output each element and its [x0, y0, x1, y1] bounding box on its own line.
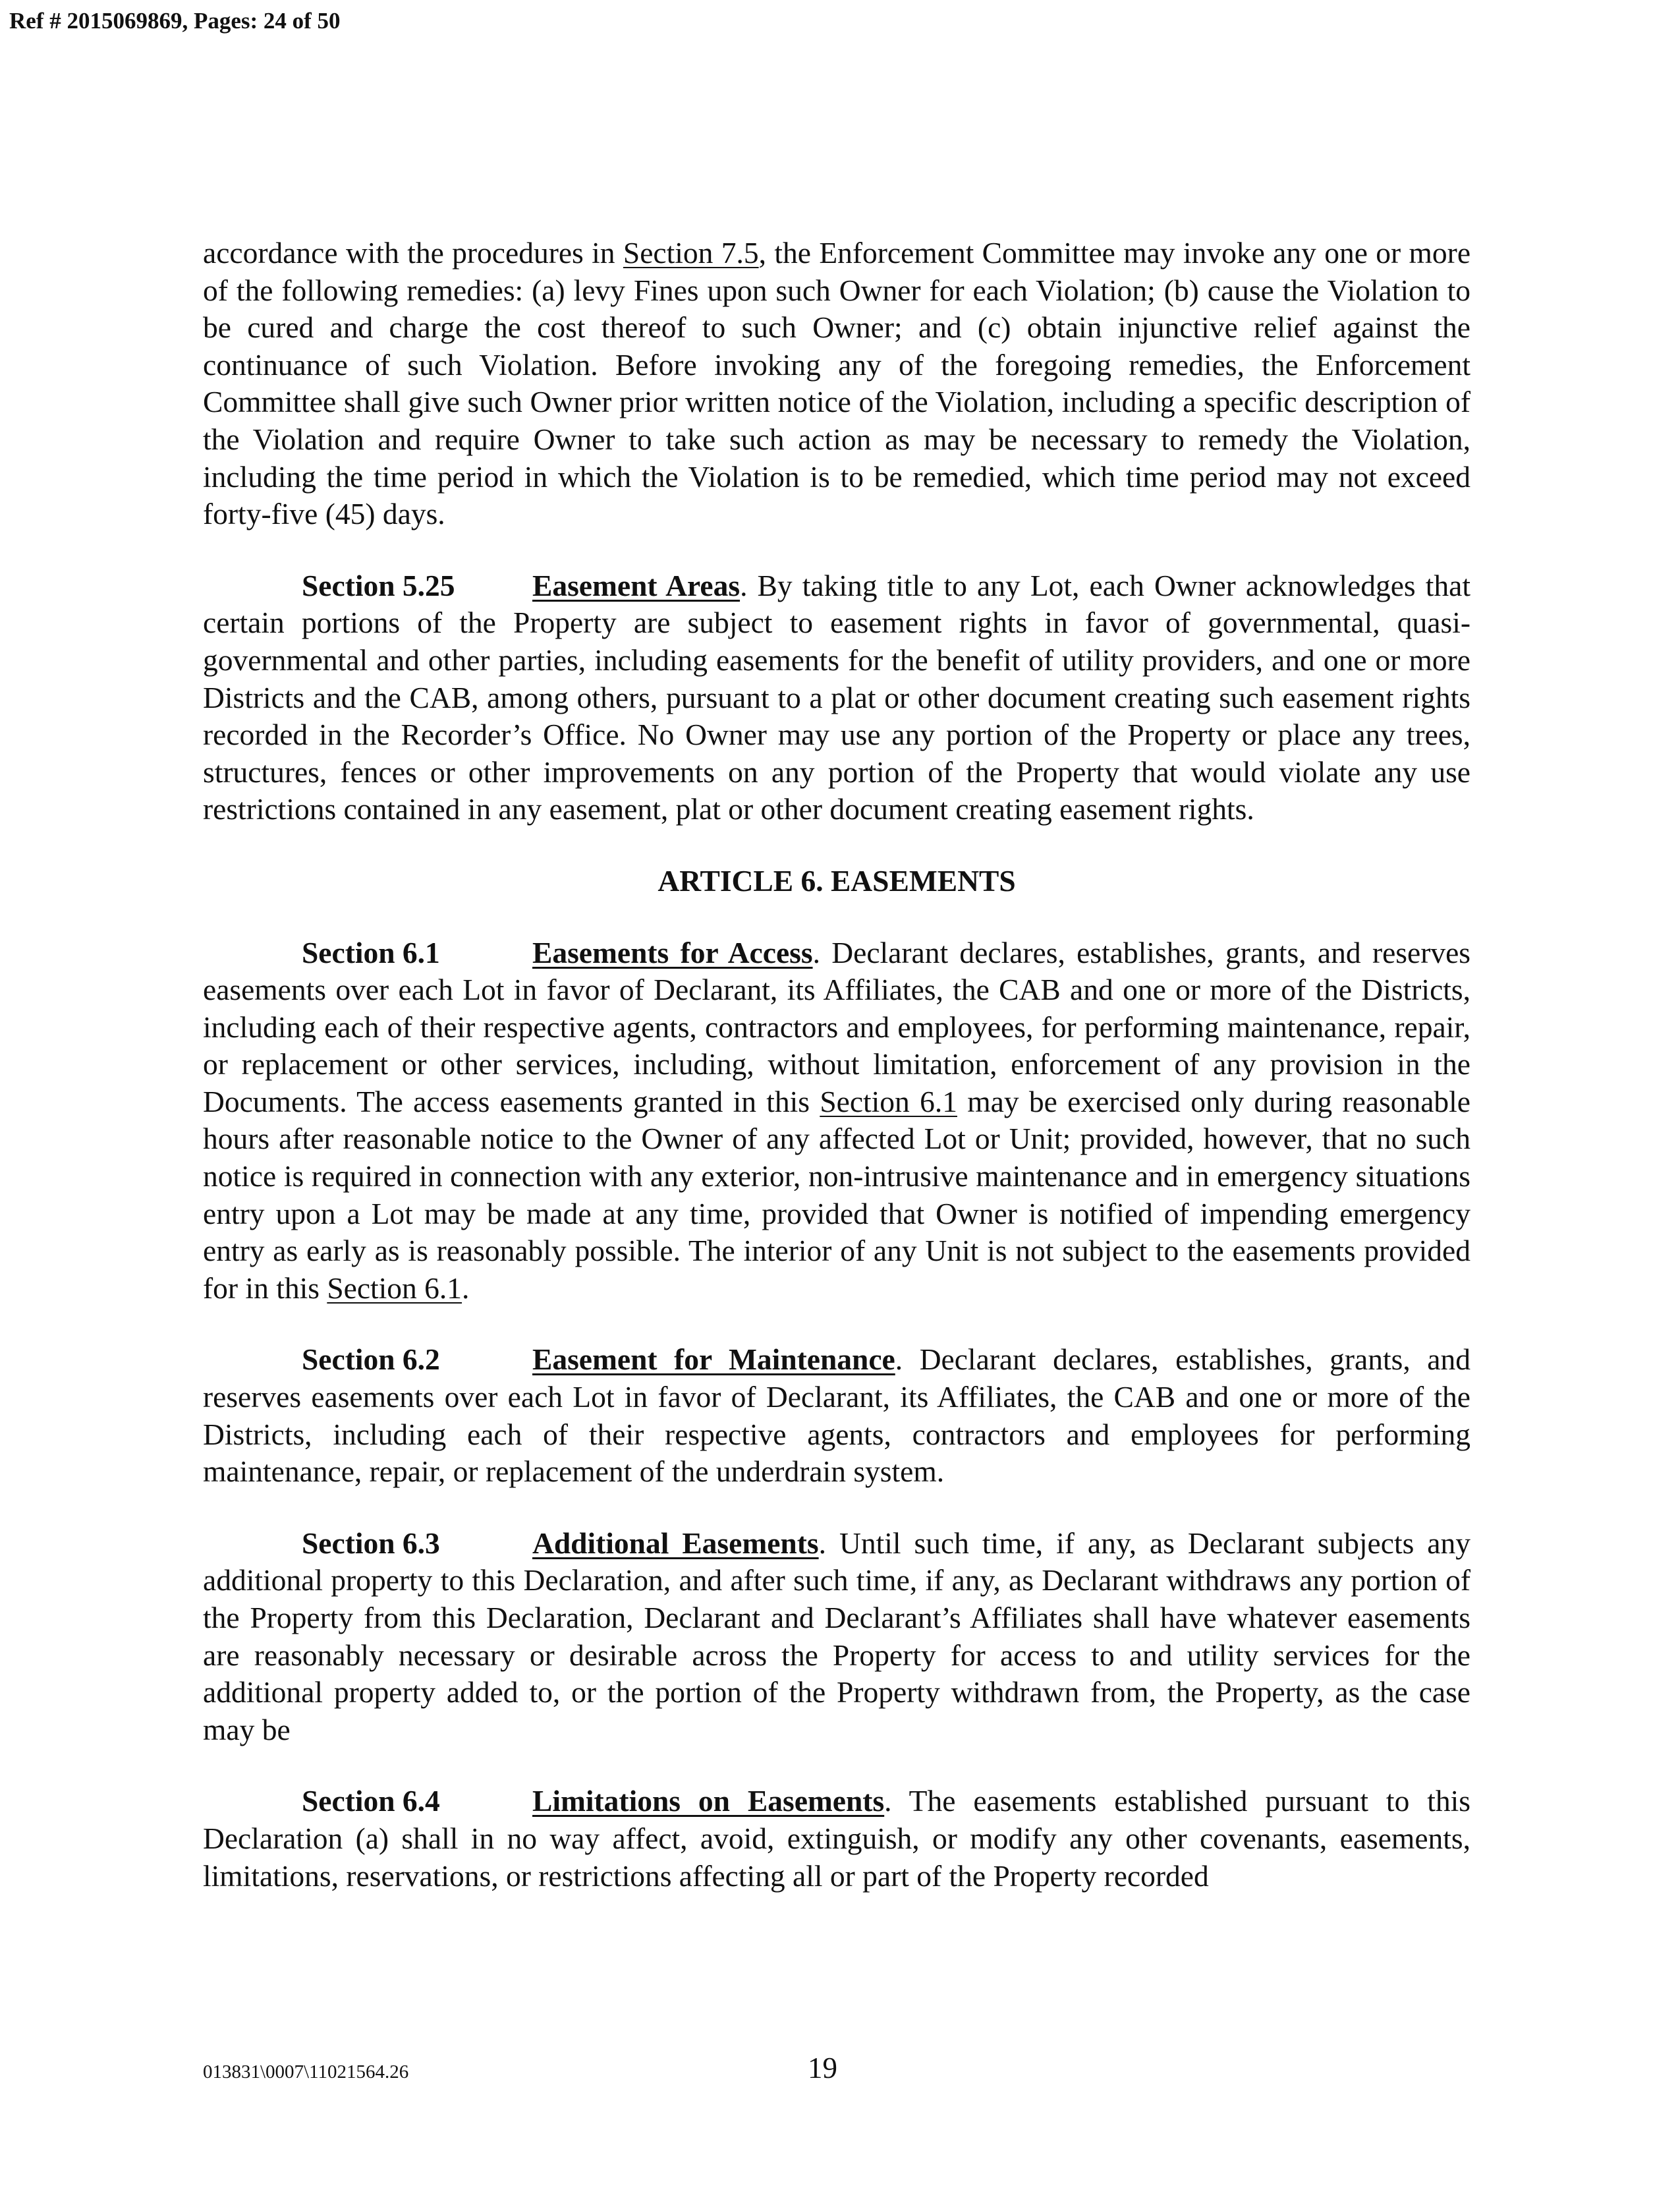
section-6-4	[203, 1783, 1470, 1895]
footer-page-number: 19	[808, 2052, 837, 2084]
section-body: . Until such time, if any, as Declarant subjects any additional property to this Declaration, and after such time, if any, as Declarant withdraws any portion of the Property from this Declaration, Declarant and Declarant’s Affiliates shall have whatever easements are reasonably necessary or desirable across the Property for access to and utility services for the additional property added to, or the portion of the Property withdrawn from, the Property, as the case may be	[203, 1526, 1470, 1746]
paragraph-gap	[203, 1307, 1470, 1341]
section-title: Additional Easements	[532, 1526, 819, 1560]
section-reference-link: Section 6.1	[820, 1084, 957, 1118]
paragraph-remedies	[203, 235, 1470, 533]
section-reference-link: Section 7.5	[623, 236, 759, 270]
paragraph-gap	[203, 533, 1470, 567]
section-number: Section 6.2	[302, 1342, 440, 1377]
footer-document-id: 013831\0007\11021564.26	[203, 2061, 409, 2082]
paragraph-gap	[203, 1748, 1470, 1783]
section-number: Section 5.25	[302, 568, 455, 602]
section-body: . Declarant declares, establishes, grants, and reserves easements over each Lot in favor of Declarant, its Affiliates, the CAB and one or more of the Districts, including each of their respective agents, contractors and employees for performing maintenance, repair, or replacement of the underdrain system.	[203, 1342, 1470, 1489]
recording-reference-header: Ref # 2015069869, Pages: 24 of 50	[9, 8, 341, 34]
section-6-2	[203, 1341, 1470, 1490]
section-body: may be exercised only during reasonable hours after reasonable notice to the Owner of any affected Lot or Unit; provided, however, that no such notice is required in connection with any exterior, non-intrusive maintenance and in emergency situations entry upon a Lot may be made at any time, provided that Owner is notified of impending emergency entry as early as is reasonably possible. The interior of any Unit is not subject to the easements provided for in this	[203, 1084, 1470, 1305]
section-reference-link: Section 6.1	[327, 1271, 462, 1305]
section-title: Easement for Maintenance	[532, 1342, 895, 1377]
paragraph-text: accordance with the procedures in	[203, 236, 623, 270]
paragraph-text: , the Enforcement Committee may invoke any one or more of the following remedies: (a) levy Fines upon such Owner for each Violation; (b) cause the Violation to be cured and charge the cost thereof to such Owner; and (c) obtain injunctive relief against the continuance of such Violation. Before invoking any of the foregoing remedies, the Enforcement Committee shall give such Owner prior written notice of the Violation, including a specific description of the Violation and require Owner to take such action as may be necessary to remedy the Violation, including the time period in which the Violation is to be remedied, which time period may not exceed forty-five (45) days.	[203, 236, 1471, 531]
paragraph-gap	[203, 828, 1470, 863]
section-body: . The easements established pursuant to this Declaration (a) shall in no way affect, avoid, extinguish, or modify any other covenants, easements, limitations, reservations, or restrictions affecting all or part of the Property recorded	[203, 1784, 1470, 1893]
section-body: . By taking title to any Lot, each Owner acknowledges that certain portions of the Property are subject to easement rights in favor of governmental, quasi-governmental and other parties, including easements for the benefit of utility providers, and one or more Districts and the CAB, among others, pursuant to a plat or other document creating such easement rights recorded in the Recorder’s Office. No Owner may use any portion of the Property or place any trees, structures, fences or other improvements on any portion of the Property that would violate any use restrictions contained in any easement, plat or other document creating easement rights.	[203, 568, 1470, 826]
section-6-1	[203, 934, 1470, 1307]
section-body: .	[462, 1271, 470, 1305]
section-title: Limitations on Easements	[532, 1784, 885, 1818]
paragraph-gap	[203, 900, 1470, 934]
paragraph-gap	[203, 1491, 1470, 1525]
section-number: Section 6.4	[302, 1784, 440, 1818]
section-body: . Declarant declares, establishes, grants, and reserves easements over each Lot in favor of Declarant, its Affiliates, the CAB and one or more of the Districts, including each of their respective agents, contractors and employees, for performing maintenance, repair, or replacement or other services, including, without limitation, enforcement of any provision in the Documents. The access easements granted in this	[203, 935, 1470, 1118]
section-title: Easements for Access	[532, 935, 813, 969]
section-6-3	[203, 1525, 1470, 1749]
section-number: Section 6.1	[302, 935, 440, 969]
document-body	[203, 235, 1470, 1895]
section-title: Easement Areas	[532, 568, 741, 602]
article-heading: ARTICLE 6. EASEMENTS	[658, 863, 1016, 898]
section-5-25	[203, 567, 1470, 828]
section-number: Section 6.3	[302, 1526, 440, 1560]
